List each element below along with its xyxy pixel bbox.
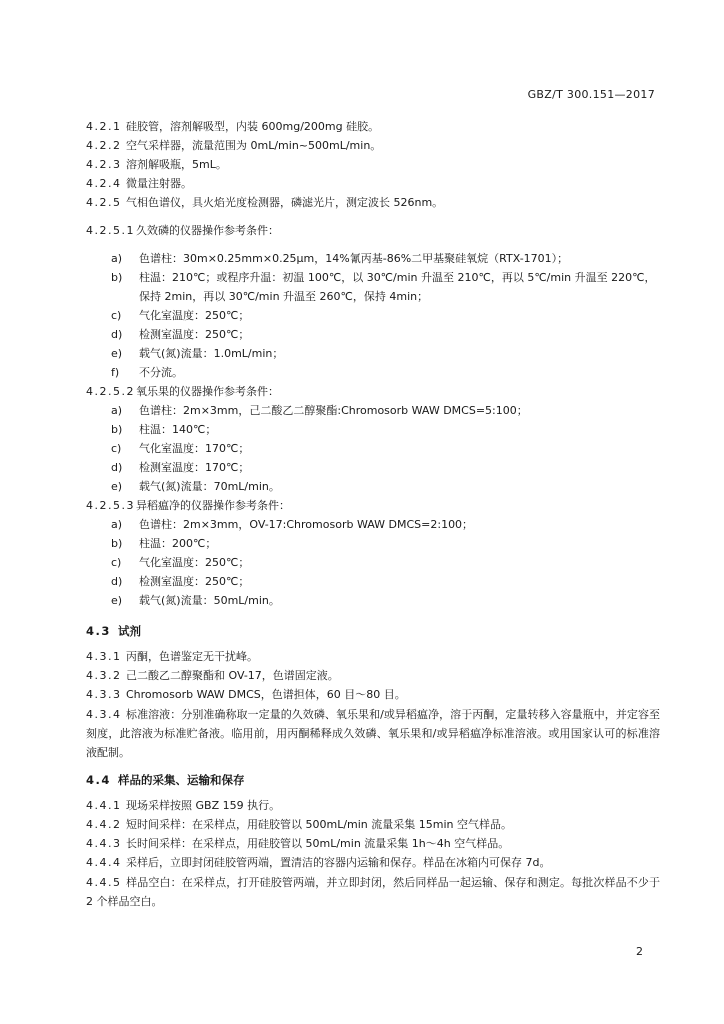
condition-item: c) 气化室温度：170℃；: [111, 442, 250, 455]
equipment-item: 4.2.3 溶剂解吸瓶，5mL。: [86, 158, 227, 171]
condition-item: d) 检测室温度：170℃；: [111, 461, 250, 474]
sampling-item: 4.4.2 短时间采样：在采样点，用硅胶管以 500mL/min 流量采集 15min 空气样品。: [86, 818, 513, 831]
section-heading: 4.4 样品的采集、运输和保存: [86, 773, 245, 787]
page-number: 2: [636, 945, 643, 958]
condition-item: b) 柱温：200℃；: [111, 537, 217, 550]
condition-item: d) 检测室温度：250℃；: [111, 328, 250, 341]
sampling-item: 4.4.4 采样后，立即封闭硅胶管两端，置清洁的容器内运输和保存。样品在冰箱内可保存 7d。: [86, 856, 551, 869]
condition-item: a) 色谱柱：30m×0.25mm×0.25μm，14%氰丙基-86%二甲基聚硅氧烷（RTX-1701）；: [111, 252, 569, 265]
equipment-item: 4.2.1 硅胶管，溶剂解吸型，内装 600mg/200mg 硅胶。: [86, 120, 380, 133]
condition-item: f) 不分流。: [111, 366, 183, 379]
condition-heading: 4.2.5.1久效磷的仪器操作参考条件：: [86, 224, 279, 237]
document-header: GBZ/T 300.151—2017: [527, 88, 655, 101]
condition-item: b) 柱温：140℃；: [111, 423, 217, 436]
condition-item: b) 柱温：210℃；或程序升温：初温 100℃，以 30℃/min 升温至 210℃，再以 5℃/min 升温至 220℃，: [111, 271, 656, 284]
condition-item: e) 载气(氮)流量：50mL/min。: [111, 594, 280, 607]
condition-item-continued: 保持 2min，再以 30℃/min 升温至 260℃，保持 4min；: [139, 290, 429, 303]
equipment-item: 4.2.4 微量注射器。: [86, 177, 192, 190]
reagent-item: 4.3.1 丙酮，色谱鉴定无干扰峰。: [86, 650, 258, 663]
condition-item: e) 载气(氮)流量：1.0mL/min；: [111, 347, 284, 360]
condition-item: c) 气化室温度：250℃；: [111, 309, 250, 322]
equipment-item: 4.2.5 气相色谱仪，具火焰光度检测器，磷滤光片，测定波长 526nm。: [86, 196, 444, 209]
section-heading: 4.3 试剂: [86, 624, 141, 638]
condition-item: d) 检测室温度：250℃；: [111, 575, 250, 588]
equipment-item: 4.2.2 空气采样器，流量范围为 0mL/min~500mL/min。: [86, 139, 382, 152]
sampling-item: 4.4.3 长时间采样：在采样点，用硅胶管以 50mL/min 流量采集 1h～4h 空气样品。: [86, 837, 510, 850]
condition-item: e) 载气(氮)流量：70mL/min。: [111, 480, 280, 493]
reagent-item: 4.3.2 己二酸乙二醇聚酯和 OV-17，色谱固定液。: [86, 669, 339, 682]
sampling-item-paragraph: 4.4.5 样品空白：在采样点，打开硅胶管两端，并立即封闭，然后同样品一起运输、保存和测定。每批次样品不少于 2 个样品空白。: [86, 876, 660, 908]
reagent-item: 4.3.3 Chromosorb WAW DMCS，色谱担体，60 目～80 目。: [86, 688, 406, 701]
condition-heading: 4.2.5.3异稻瘟净的仪器操作参考条件：: [86, 499, 290, 512]
condition-item: a) 色谱柱：2m×3mm，OV-17:Chromosorb WAW DMCS=2:100；: [111, 518, 474, 531]
reagent-item-paragraph: 4.3.4 标准溶液：分别准确称取一定量的久效磷、氧乐果和/或异稻瘟净，溶于丙酮，定量转移入容量瓶中，并定容至刻度，此溶液为标准贮备液。临用前，用丙酮稀释成久效磷、氧乐果和/或异稻瘟净标准溶液。或用国家认可的标准溶液配制。: [86, 708, 660, 759]
sampling-item: 4.4.1 现场采样按照 GBZ 159 执行。: [86, 799, 281, 812]
condition-heading: 4.2.5.2氧乐果的仪器操作参考条件：: [86, 385, 279, 398]
condition-item: c) 气化室温度：250℃；: [111, 556, 250, 569]
condition-item: a) 色谱柱：2m×3mm，己二酸乙二醇聚酯:Chromosorb WAW DMCS=5:100；: [111, 404, 528, 417]
